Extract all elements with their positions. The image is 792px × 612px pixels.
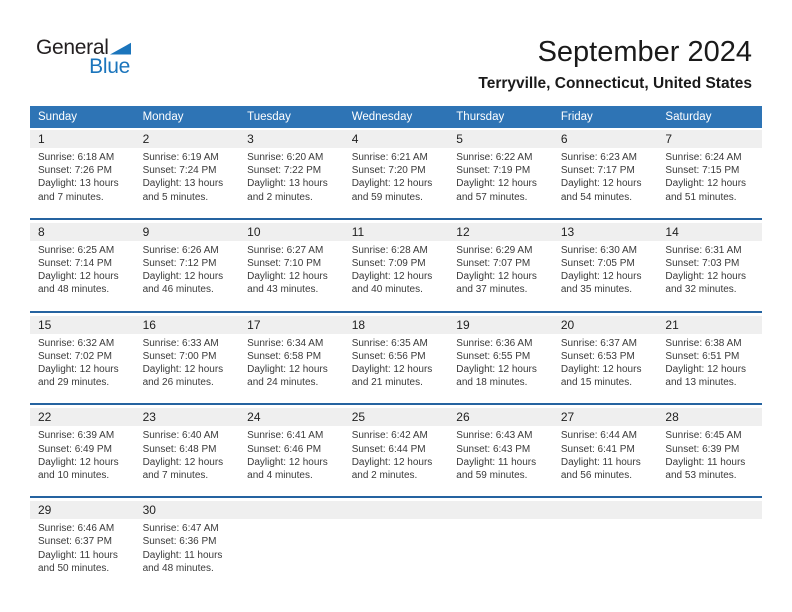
- day-number: [344, 501, 449, 519]
- daylight-text: Daylight: 12 hours and 54 minutes.: [560, 178, 642, 203]
- day-cell-7: [657, 130, 762, 204]
- sunrise-text: Sunrise: 6:39 AM: [38, 430, 115, 442]
- sunrise-text: Sunrise: 6:44 AM: [560, 430, 637, 442]
- daylight-text: Daylight: 12 hours and 26 minutes.: [142, 364, 224, 389]
- sunrise-text: Sunrise: 6:38 AM: [665, 337, 742, 349]
- day-details: [657, 337, 762, 390]
- day-number: 2: [142, 132, 150, 146]
- day-number: 8: [38, 224, 45, 239]
- day-cell-30: [135, 501, 240, 575]
- week-days-grid: [30, 408, 762, 482]
- day-cell-2: [135, 130, 240, 204]
- daylight-text: Daylight: 12 hours and 57 minutes.: [456, 178, 537, 203]
- day-number: 15: [38, 317, 52, 332]
- day-cell-26: [448, 408, 553, 482]
- day-details: [30, 337, 135, 390]
- sunset-text: Sunset: 7:05 PM: [560, 258, 635, 270]
- day-cell-empty: [448, 501, 553, 575]
- day-cell-6: [553, 130, 658, 204]
- day-cell-10: [239, 223, 344, 297]
- day-details: [135, 244, 240, 297]
- day-details: [30, 244, 135, 297]
- day-cell-1: [30, 130, 135, 204]
- day-header-thursday: Thursday: [456, 111, 505, 123]
- week-rows-container: [30, 128, 762, 589]
- day-number: 18: [351, 317, 366, 332]
- daylight-text: Daylight: 13 hours and 7 minutes.: [38, 178, 119, 203]
- day-header-tuesday: Tuesday: [247, 111, 291, 123]
- daylight-text: Daylight: 12 hours and 10 minutes.: [38, 456, 119, 482]
- sunrise-text: Sunrise: 6:30 AM: [560, 244, 637, 256]
- sunset-text: Sunset: 7:26 PM: [38, 165, 112, 177]
- sunrise-text: Sunrise: 6:41 AM: [247, 430, 324, 442]
- day-cell-3: [239, 130, 344, 204]
- sunset-text: Sunset: 6:56 PM: [351, 350, 426, 362]
- sunrise-text: Sunrise: 6:22 AM: [456, 152, 533, 163]
- day-cell-12: [448, 223, 553, 297]
- day-details: [657, 151, 762, 204]
- sunset-text: Sunset: 6:55 PM: [456, 350, 531, 362]
- day-cell-empty: [344, 501, 449, 575]
- day-number: 6: [560, 132, 568, 146]
- day-number: 26: [456, 410, 470, 425]
- daylight-text: Daylight: 12 hours and 18 minutes.: [456, 364, 537, 389]
- day-number: 13: [560, 224, 575, 239]
- day-cell-14: [657, 223, 762, 297]
- sunset-text: Sunset: 7:00 PM: [142, 350, 217, 362]
- day-details: [344, 244, 449, 297]
- daylight-text: Daylight: 12 hours and 21 minutes.: [351, 364, 433, 389]
- sunrise-text: Sunrise: 6:46 AM: [38, 523, 115, 535]
- daylight-text: Daylight: 12 hours and 40 minutes.: [351, 271, 433, 296]
- day-cell-20: [553, 316, 658, 390]
- day-number: 29: [38, 503, 52, 518]
- day-number: 10: [247, 224, 261, 239]
- day-details: [344, 151, 449, 204]
- day-header-sunday: Sunday: [38, 111, 78, 123]
- day-details: [135, 151, 240, 204]
- sunrise-text: Sunrise: 6:18 AM: [38, 152, 115, 163]
- title-block: [478, 36, 752, 93]
- sunset-text: Sunset: 6:51 PM: [665, 350, 740, 362]
- day-header-friday: Friday: [560, 111, 593, 123]
- sunset-text: Sunset: 7:09 PM: [351, 258, 426, 270]
- daylight-text: Daylight: 11 hours and 50 minutes.: [38, 549, 118, 574]
- week-row-5: [30, 496, 762, 589]
- day-details: [553, 429, 658, 482]
- sunset-text: Sunset: 7:02 PM: [38, 350, 112, 362]
- day-cell-19: [448, 316, 553, 390]
- daylight-text: Daylight: 12 hours and 59 minutes.: [351, 178, 433, 203]
- sunrise-text: Sunrise: 6:29 AM: [456, 244, 533, 256]
- sunrise-text: Sunrise: 6:23 AM: [560, 152, 637, 163]
- sunrise-text: Sunrise: 6:31 AM: [665, 244, 742, 256]
- logo-triangle-icon: [110, 41, 131, 56]
- daylight-text: Daylight: 12 hours and 51 minutes.: [665, 178, 747, 203]
- day-details: [448, 429, 553, 482]
- sunset-text: Sunset: 6:46 PM: [247, 443, 322, 455]
- general-blue-logo: [36, 38, 131, 76]
- page-title: September 2024: [537, 36, 752, 68]
- day-cell-16: [135, 316, 240, 390]
- week-days-grid: [30, 316, 762, 390]
- day-cell-5: [448, 130, 553, 204]
- sunrise-text: Sunrise: 6:27 AM: [247, 244, 324, 256]
- day-cell-27: [553, 408, 658, 482]
- daylight-text: Daylight: 12 hours and 29 minutes.: [38, 364, 119, 389]
- day-details: [657, 429, 762, 482]
- daylight-text: Daylight: 12 hours and 7 minutes.: [142, 456, 224, 482]
- day-number: [239, 501, 344, 519]
- sunrise-text: Sunrise: 6:47 AM: [142, 523, 219, 535]
- day-number: 25: [351, 410, 366, 425]
- day-cell-8: [30, 223, 135, 297]
- sunrise-text: Sunrise: 6:33 AM: [142, 337, 219, 349]
- day-details: [30, 522, 135, 575]
- day-number: 7: [665, 132, 673, 146]
- day-header-saturday: Saturday: [665, 111, 712, 123]
- sunrise-text: Sunrise: 6:42 AM: [351, 430, 428, 442]
- day-number: 14: [665, 224, 679, 239]
- day-cell-15: [30, 316, 135, 390]
- calendar-table: [30, 106, 762, 589]
- day-cell-24: [239, 408, 344, 482]
- day-number: 1: [38, 132, 45, 146]
- day-details: [553, 337, 658, 390]
- daylight-text: Daylight: 11 hours and 59 minutes.: [456, 456, 537, 482]
- day-cell-28: [657, 408, 762, 482]
- sunset-text: Sunset: 6:53 PM: [560, 350, 635, 362]
- daylight-text: Daylight: 12 hours and 2 minutes.: [351, 456, 433, 482]
- daylight-text: Daylight: 11 hours and 48 minutes.: [142, 549, 223, 574]
- day-details: [135, 429, 240, 482]
- daylight-text: Daylight: 12 hours and 43 minutes.: [247, 271, 328, 296]
- page-subtitle: Terryville, Connecticut, United States: [478, 75, 752, 92]
- sunset-text: Sunset: 6:39 PM: [665, 443, 740, 455]
- week-days-grid: [30, 130, 762, 204]
- day-details: [448, 244, 553, 297]
- day-cell-13: [553, 223, 658, 297]
- week-row-2: [30, 218, 762, 311]
- sunset-text: Sunset: 7:07 PM: [456, 258, 531, 270]
- logo-text-general: General: [36, 36, 109, 59]
- sunrise-text: Sunrise: 6:45 AM: [665, 430, 742, 442]
- sunset-text: Sunset: 7:03 PM: [665, 258, 740, 270]
- sunset-text: Sunset: 7:12 PM: [142, 258, 217, 270]
- day-cell-empty: [239, 501, 344, 575]
- sunrise-text: Sunrise: 6:43 AM: [456, 430, 533, 442]
- day-details: [30, 151, 135, 204]
- sunrise-text: Sunrise: 6:20 AM: [247, 152, 324, 163]
- sunrise-text: Sunrise: 6:36 AM: [456, 337, 533, 349]
- day-number: 19: [456, 317, 470, 332]
- day-details: [30, 429, 135, 482]
- day-cell-9: [135, 223, 240, 297]
- day-number: 22: [38, 410, 52, 425]
- sunrise-text: Sunrise: 6:28 AM: [351, 244, 428, 256]
- sunrise-text: Sunrise: 6:35 AM: [351, 337, 428, 349]
- sunset-text: Sunset: 6:48 PM: [142, 443, 217, 455]
- day-number: 16: [142, 317, 156, 332]
- day-details: [239, 244, 344, 297]
- day-header-wednesday: Wednesday: [351, 111, 413, 123]
- daylight-text: Daylight: 12 hours and 48 minutes.: [38, 271, 119, 296]
- day-cell-4: [344, 130, 449, 204]
- sunset-text: Sunset: 6:36 PM: [142, 536, 217, 548]
- daylight-text: Daylight: 12 hours and 37 minutes.: [456, 271, 537, 296]
- day-details: [344, 429, 449, 482]
- sunset-text: Sunset: 7:20 PM: [351, 165, 426, 177]
- day-details: [135, 337, 240, 390]
- daylight-text: Daylight: 13 hours and 2 minutes.: [247, 178, 328, 203]
- day-cell-25: [344, 408, 449, 482]
- day-number: 20: [560, 317, 575, 332]
- sunrise-text: Sunrise: 6:25 AM: [38, 244, 115, 256]
- day-header-monday: Monday: [142, 111, 184, 123]
- sunrise-text: Sunrise: 6:26 AM: [142, 244, 219, 256]
- day-details: [239, 429, 344, 482]
- day-number: 23: [142, 410, 156, 425]
- sunrise-text: Sunrise: 6:24 AM: [665, 152, 742, 163]
- day-number: 4: [351, 132, 359, 146]
- day-number: 17: [247, 317, 261, 332]
- day-details: [135, 522, 240, 575]
- sunrise-text: Sunrise: 6:40 AM: [142, 430, 219, 442]
- sunrise-text: Sunrise: 6:19 AM: [142, 152, 219, 163]
- day-cell-17: [239, 316, 344, 390]
- daylight-text: Daylight: 12 hours and 32 minutes.: [665, 271, 747, 296]
- sunset-text: Sunset: 6:37 PM: [38, 536, 112, 548]
- daylight-text: Daylight: 13 hours and 5 minutes.: [142, 178, 224, 203]
- daylight-text: Daylight: 11 hours and 56 minutes.: [560, 456, 641, 482]
- day-details: [657, 244, 762, 297]
- sunset-text: Sunset: 6:43 PM: [456, 443, 531, 455]
- week-days-grid: [30, 501, 762, 575]
- daylight-text: Daylight: 12 hours and 35 minutes.: [560, 271, 642, 296]
- sunset-text: Sunset: 7:22 PM: [247, 165, 322, 177]
- sunset-text: Sunset: 7:24 PM: [142, 165, 217, 177]
- sunset-text: Sunset: 7:17 PM: [560, 165, 635, 177]
- day-number: [448, 501, 553, 519]
- sunset-text: Sunset: 6:41 PM: [560, 443, 635, 455]
- sunset-text: Sunset: 7:19 PM: [456, 165, 531, 177]
- day-cell-18: [344, 316, 449, 390]
- day-number: 21: [665, 317, 679, 332]
- sunset-text: Sunset: 7:15 PM: [665, 165, 740, 177]
- day-cell-21: [657, 316, 762, 390]
- day-cell-empty: [553, 501, 658, 575]
- day-cell-22: [30, 408, 135, 482]
- day-details: [448, 337, 553, 390]
- day-details: [553, 244, 658, 297]
- day-number: 12: [456, 224, 470, 239]
- sunset-text: Sunset: 7:14 PM: [38, 258, 112, 270]
- daylight-text: Daylight: 12 hours and 4 minutes.: [247, 456, 328, 482]
- day-cell-23: [135, 408, 240, 482]
- daylight-text: Daylight: 11 hours and 53 minutes.: [665, 456, 746, 482]
- daylight-text: Daylight: 12 hours and 13 minutes.: [665, 364, 747, 389]
- week-row-4: [30, 403, 762, 496]
- week-row-3: [30, 311, 762, 404]
- sunrise-text: Sunrise: 6:32 AM: [38, 337, 115, 349]
- sunset-text: Sunset: 6:58 PM: [247, 350, 322, 362]
- week-row-1: [30, 128, 762, 218]
- day-details: [448, 151, 553, 204]
- day-number: 5: [456, 132, 463, 146]
- day-details: [553, 151, 658, 204]
- sunrise-text: Sunrise: 6:37 AM: [560, 337, 637, 349]
- day-number: [657, 501, 762, 519]
- day-number: 30: [142, 503, 156, 518]
- day-cell-11: [344, 223, 449, 297]
- sunrise-text: Sunrise: 6:21 AM: [351, 152, 428, 163]
- daylight-text: Daylight: 12 hours and 46 minutes.: [142, 271, 224, 296]
- day-cell-29: [30, 501, 135, 575]
- daylight-text: Daylight: 12 hours and 15 minutes.: [560, 364, 642, 389]
- sunset-text: Sunset: 6:44 PM: [351, 443, 426, 455]
- day-number: 9: [142, 224, 150, 239]
- day-number: [553, 501, 658, 519]
- day-number: 11: [351, 224, 365, 239]
- day-number: 24: [247, 410, 261, 425]
- day-number: 27: [560, 410, 575, 425]
- sunset-text: Sunset: 6:49 PM: [38, 443, 112, 455]
- day-cell-empty: [657, 501, 762, 575]
- day-details: [239, 337, 344, 390]
- sunset-text: Sunset: 7:10 PM: [247, 258, 322, 270]
- day-details: [344, 337, 449, 390]
- day-number: 3: [247, 132, 254, 146]
- day-header-row: [30, 106, 762, 128]
- logo-text-blue: Blue: [89, 55, 130, 78]
- day-details: [239, 151, 344, 204]
- week-days-grid: [30, 223, 762, 297]
- sunrise-text: Sunrise: 6:34 AM: [247, 337, 324, 349]
- daylight-text: Daylight: 12 hours and 24 minutes.: [247, 364, 328, 389]
- day-number: 28: [665, 410, 679, 425]
